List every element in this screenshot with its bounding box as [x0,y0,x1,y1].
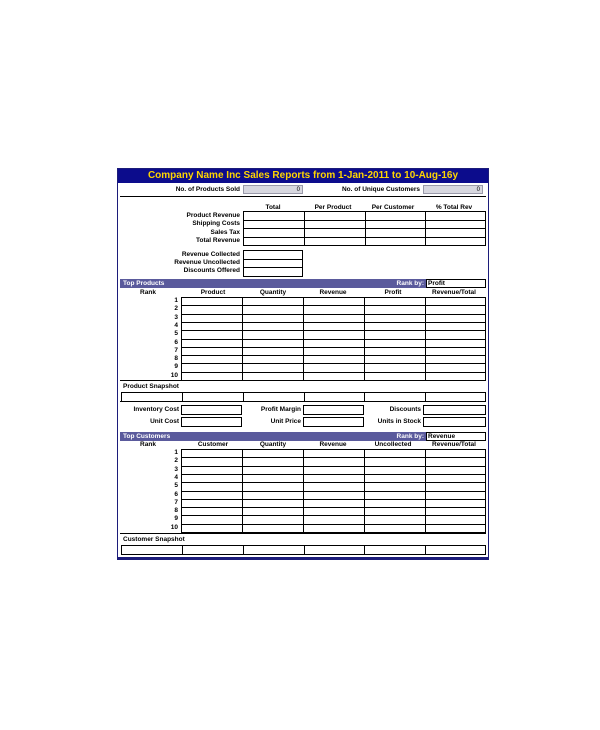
grid-line [181,449,182,532]
grid-line [485,392,486,401]
grid-line [425,545,426,554]
grid-line [364,297,365,380]
rank-number: 10 [170,371,178,379]
grid-line [485,545,486,554]
unique-customers-value[interactable]: 0 [423,185,483,194]
grid-line [181,474,486,475]
grid-line [181,297,486,298]
grid-line [242,449,243,532]
grid-line [181,372,486,373]
tp-col-profit: Profit [384,289,402,296]
tp-col-revenue: Revenue [319,289,347,296]
grid-line [181,330,486,331]
units-in-stock-label: Units in Stock [377,418,421,425]
row-total-revenue: Total Revenue [196,237,240,244]
unit-cost-label: Unit Cost [150,418,179,425]
row-product-revenue: Product Revenue [186,212,240,219]
rank-number: 3 [174,465,178,473]
rank-number: 9 [174,363,178,371]
product-snapshot-grid[interactable] [121,392,486,401]
rank-number: 4 [174,473,178,481]
grid-line [182,392,183,401]
grid-line [121,392,122,401]
rank-number: 3 [174,313,178,321]
collection-grid[interactable] [243,250,303,276]
product-snapshot-title: Product Snapshot [123,383,179,390]
grid-line [181,339,486,340]
grid-line [485,211,486,245]
inventory-cost-field[interactable] [181,405,242,415]
rank-by-select[interactable]: Profit [426,279,486,288]
unit-cost-field[interactable] [181,417,242,427]
grid-line [485,449,486,532]
grid-line [243,276,303,277]
grid-line [181,515,486,516]
grid-line [181,499,486,500]
grid-line [181,491,486,492]
col-pct-total-rev: % Total Rev [435,204,473,211]
products-sold-value[interactable]: 0 [243,185,303,194]
rank-number: 6 [174,338,178,346]
rank-by-select[interactable]: Revenue [426,432,486,441]
grid-line [243,259,303,260]
separator [120,380,486,381]
top-customers-title: Top Customers [123,433,171,440]
grid-line [243,250,244,276]
rank-number: 7 [174,346,178,354]
grid-line [181,297,182,380]
grid-line [181,347,486,348]
grid-line [425,297,426,380]
grid-line [365,211,366,245]
tp-col-product: Product [200,289,226,296]
grid-line [304,211,305,245]
grid-line [243,392,244,401]
rank-number: 4 [174,321,178,329]
grid-line [181,482,486,483]
report-title: Company Name Inc Sales Reports from 1-Jan-2011 to 10-Aug-16y [118,169,488,183]
tc-col-revenue: Revenue [319,441,347,448]
grid-line [425,392,426,401]
grid-line [302,250,303,276]
rank-number: 1 [174,449,178,456]
tc-col-quantity: Quantity [259,441,287,448]
top-customers-bar [120,432,486,441]
row-revenue-collected: Revenue Collected [181,251,240,258]
row-sales-tax: Sales Tax [210,229,240,236]
grid-line [121,554,486,555]
grid-line [181,355,486,356]
profit-margin-field[interactable] [303,405,364,415]
grid-line [181,457,486,458]
grid-line [243,267,303,268]
tp-col-rank: Rank [140,289,156,296]
rank-number: 2 [174,457,178,465]
grid-line [181,449,486,450]
customer-snapshot-grid[interactable] [121,545,486,554]
grid-line [181,314,486,315]
grid-line [181,507,486,508]
col-per-product: Per Product [314,204,352,211]
units-in-stock-field[interactable] [423,417,486,427]
grid-line [364,392,365,401]
rank-number: 6 [174,490,178,498]
rank-number: 10 [170,523,178,531]
unit-price-field[interactable] [303,417,364,427]
row-shipping-costs: Shipping Costs [192,220,240,227]
grid-line [425,211,426,245]
tc-col-rank: Rank [140,441,156,448]
grid-line [304,545,305,554]
tp-col-quantity: Quantity [259,289,287,296]
rank-number: 2 [174,305,178,313]
rank-number: 9 [174,515,178,523]
rank-number: 8 [174,507,178,515]
revenue-grid[interactable] [243,211,486,245]
tc-col-customer: Customer [197,441,229,448]
grid-line [243,245,486,246]
grid-line [303,449,304,532]
col-per-customer: Per Customer [371,204,415,211]
row-revenue-uncollected: Revenue Uncollected [174,259,240,266]
sales-report-sheet [117,168,489,560]
discounts-label: Discounts [389,406,421,413]
grid-line [181,524,486,525]
rank-number: 1 [174,297,178,304]
rank-number: 7 [174,498,178,506]
inventory-cost-label: Inventory Cost [133,406,179,413]
grid-line [121,545,122,554]
tc-col-uncollected: Uncollected [374,441,412,448]
rank-number: 8 [174,355,178,363]
col-total: Total [265,204,281,211]
tp-col-revenue-total: Revenue/Total [432,289,476,296]
discounts-field[interactable] [423,405,486,415]
grid-line [243,545,244,554]
top-products-title: Top Products [123,280,165,287]
grid-line [181,363,486,364]
products-sold-label: No. of Products Sold [175,186,240,193]
grid-line [181,305,486,306]
grid-line [242,297,243,380]
tc-col-revenue-total: Revenue/Total [432,441,476,448]
grid-line [181,322,486,323]
profit-margin-label: Profit Margin [260,406,301,413]
grid-line [243,250,303,251]
grid-line [181,466,486,467]
unit-price-label: Unit Price [270,418,301,425]
rank-by-label: Rank by: [396,280,424,287]
row-discounts-offered: Discounts Offered [183,267,240,274]
grid-line [303,297,304,380]
grid-line [182,545,183,554]
separator [120,401,486,402]
top-products-bar [120,279,486,288]
top-products-grid[interactable] [181,297,486,380]
rank-number: 5 [174,330,178,338]
rank-by-label: Rank by: [396,433,424,440]
grid-line [425,449,426,532]
customer-snapshot-title: Customer Snapshot [123,536,185,543]
separator [120,533,486,534]
separator [120,196,486,197]
grid-line [364,449,365,532]
rank-number: 5 [174,482,178,490]
grid-line [364,545,365,554]
grid-line [304,392,305,401]
top-customers-grid[interactable] [181,449,486,532]
unique-customers-label: No. of Unique Customers [341,186,420,193]
grid-line [243,211,244,245]
grid-line [485,297,486,380]
